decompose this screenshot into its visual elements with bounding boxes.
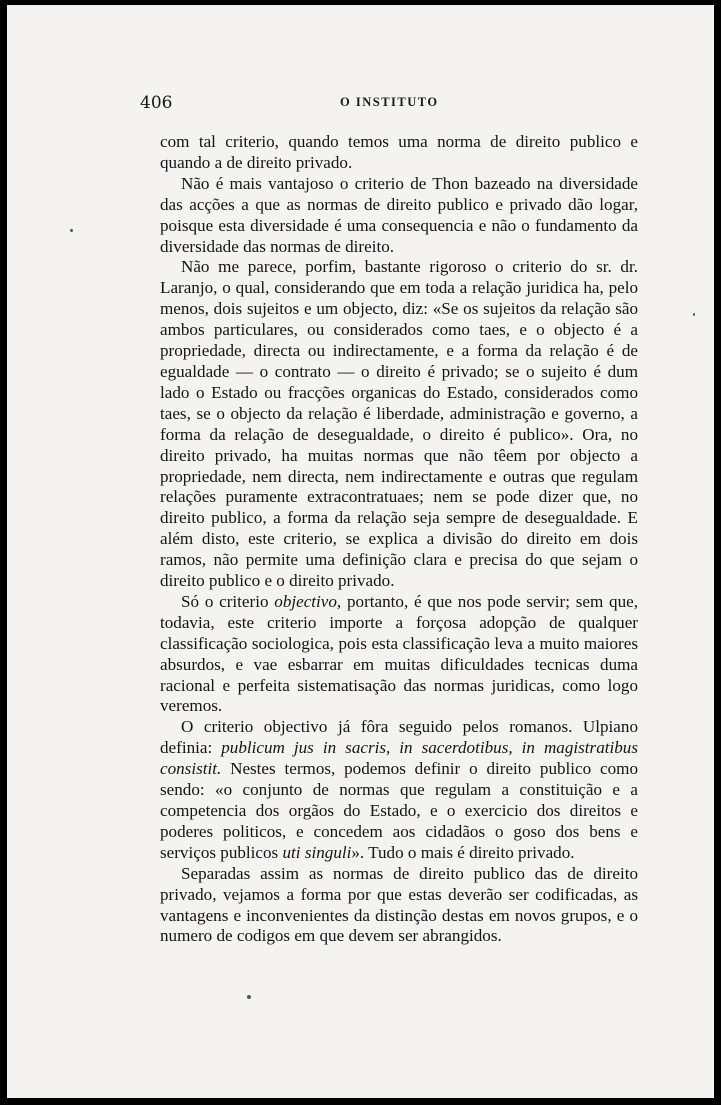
paragraph [160, 592, 638, 717]
text-segment: portanto, é que nos pode servir; sem que, todavia, este criterio importe a forçosa adopção de qualquer classificação sociologica, pois esta classificação leva a muito maiores absurdos, e vae esbarrar em muitas dificuldades tecnicas duma racional e perfeita sistematisação das normas juridicas, como logo veremos. [160, 591, 638, 716]
text-segment: Não me parece, porfim, bastante rigoroso o criterio do sr. dr. Laranjo, o qual, considerando que em toda a relação juridica ha, pelo menos, dois sujeitos e um objecto, diz: «Se os sujeitos da relação são ambos particulares, ou considerados como taes, e o objecto é a propriedade, directa ou indirectamente, e a forma da relação é de egualdade — o contrato — o direito é privado; se o sujeito é dum lado o Estado ou fracções organicas do Estado, considerados como taes, se o objecto da relação é liberdade, administração e governo, a forma da relação de desegualdade, o direito é publico». Ora, no direito privado, ha muitas normas que não têem por objecto a propriedade, nem directa, nem indirectamente e outras que regulam relações puramente extracontratuaes; nem se pode dizer que, no direito publico, a forma da relação seja sempre de desegualdade. E além disto, este criterio, se explica a divisão do direito em dois ramos, não permite uma definição clara e precisa do que sejam o direito publico e o direito privado. [160, 257, 638, 591]
body-text [160, 132, 638, 947]
page-number: 406 [140, 93, 173, 113]
page-header [140, 93, 638, 119]
book-page [7, 5, 714, 1098]
text-segment: Separadas assim as normas de direito publico das de direito privado, vejamos a forma por que estas deverão ser codificadas, as vantagens e inconvenientes da distinção destas em novos grupos, e o numero de codigos em que devem ser abrangidos. [160, 863, 638, 946]
paragraph [160, 257, 638, 592]
paragraph [160, 864, 638, 948]
text-segment: com tal criterio, quando temos uma norma de direito publico e quando a de direito privado. [160, 132, 638, 172]
text-segment: Só o criterio [181, 591, 275, 611]
paragraph [160, 717, 638, 863]
italic-text: objectivo, [274, 591, 342, 611]
italic-text: publicum jus in sacris, in sacerdotibus, in magistratibus consistit. [160, 738, 638, 779]
speck-mark [693, 313, 695, 316]
text-segment: Nestes termos, podemos definir o direito publico como sendo: «o conjunto de normas que regulam a constituição e a competencia dos orgãos do Estado, e o exercicio dos direitos e poderes politicos, e concedem aos cidadãos o goso dos bens e serviços publicos [160, 759, 638, 862]
paragraph [160, 174, 638, 258]
speck-mark [70, 229, 73, 232]
text-segment: Não é mais vantajoso o criterio de Thon bazeado na diversidade das acções a que as normas de direito publico e privado dão logar, poisque esta diversidade é uma consequencia e não o fundamento da diversidade das normas de direito. [160, 173, 638, 256]
italic-text: uti singuli [282, 842, 352, 862]
running-head: O INSTITUTO [340, 95, 439, 109]
text-segment: O criterio objectivo já fôra seguido pelos romanos. Ulpiano definia: [160, 717, 638, 758]
paragraph [160, 132, 638, 174]
text-segment: ». Tudo o mais é direito privado. [351, 842, 575, 862]
speck-mark [247, 995, 251, 999]
